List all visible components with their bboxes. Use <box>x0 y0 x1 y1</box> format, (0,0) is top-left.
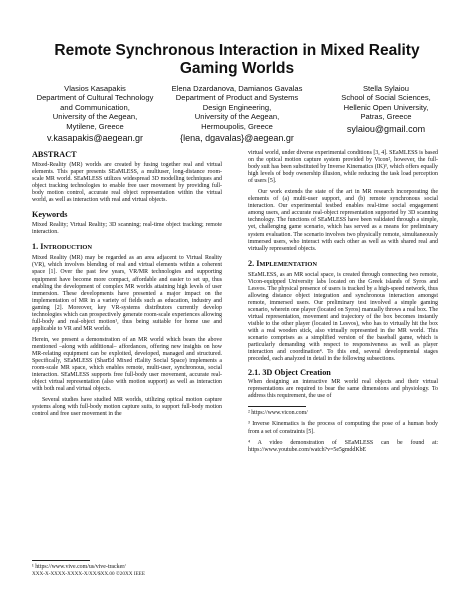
author-block-2 <box>158 84 316 144</box>
author-line: Design Engineering, <box>202 102 272 112</box>
author-line: University of the Aegean, <box>52 112 138 122</box>
body-paragraph: virtual world, under diverse experimental conditions [3, 4]. SEaMLESS is based on the optical motion capture system provided by Vicon², however, the full-body suit has been substituted by Inverse Kinematics (IK)³, which offers equally high levels of body ownership illusion, while reducing the task load perception of users [5]. <box>248 150 438 185</box>
body-paragraph: Our work extends the state of the art in MR research incorporating the elements of (a) multi-user support, and (b) remote synchronous social interaction. Our experimental testbed enables real-time social engagement among users, and accurate real-object representation supported by 3D scanning technology. The functions of SEaMLESS have been validated through a simple, yet, challenging game scenario, which has served as a means for preliminary system evaluation. The scenario involves two physically remote, simultaneously immersed users, who interact with each other as well as with shared real and virtually represented objects. <box>248 189 438 252</box>
author-line: Hermoupolis, Greece <box>201 121 273 131</box>
section-title-rest: NTRODUCTION <box>43 244 93 252</box>
body-paragraph: SEaMLESS, as an MR social space, is created through connecting two remote, Vicon-equipped University labs located on the Greek islands of Syros and Lesvos. The physical presence of users is tracked by a high-speed network, thus allowing distance object integration and synchronous interaction amongst remote, immersed users. Our preliminary test involved a simple gaming scenario, wherein one player (located on Syros) manually throws a real box. The virtual representation, movement and trajectory of the box becomes instantly visible to the other player (located in Lesvos), who has to virtually hit the box with a real wooden stick, also virtually represented in the MR world. This scenario comprises as a simplified version of the baseball game, which is particularly demanding with respect to responsiveness as well as player interaction and coordination⁴. To this end, several developmental stages preceded, each analyzed in detail in the following subsections. <box>248 271 438 363</box>
intro-paragraph-2: Herein, we present a demonstration of an MR world which bears the above mentioned –along with additional– affordances, offering new insights on how MR-relating equipment can be exploited, developed, managed and structured. Specifically, SEaMLESS (SharEd Mixed rEality Social Space) implements a room-scale MR space, which enables remote, multi-user, synchronous, social interaction. SEaMLESS supports free full-body user movement, accurate real-object virtual representation (also with motion support) as well as interaction with both real and virtual objects. <box>32 336 222 393</box>
footnote: ³ Inverse Kinematics is the process of computing the pose of a human body from a set of constraints [5]. <box>248 421 438 435</box>
author-block-1 <box>20 84 170 144</box>
author-email: v.kasapakis@aegean.gr <box>46 133 144 144</box>
section-number: 2. <box>248 258 255 268</box>
footnote: ⁴ A video demonstration of SEaMLESS can be found at: https://www.youtube.com/watch?v=5e5gmddKbE <box>248 439 438 453</box>
author-block-3 <box>316 84 456 135</box>
author-email: {lena, dgavalas}@aegean.gr <box>180 133 294 144</box>
author-line: Vlasios Kasapakis <box>64 84 126 93</box>
author-line: School of Social Sciences, <box>341 93 431 103</box>
subsection-heading: 2.1. 3D Object Creation <box>248 368 331 378</box>
footnote-rule <box>248 406 306 407</box>
paper-title: Remote Synchronous Interaction in Mixed Reality Gaming Worlds <box>54 42 420 77</box>
section-heading-introduction <box>32 242 222 253</box>
intro-paragraph-1: Mixed Reality (MR) may be regarded as an area adjacent to Virtual Reality (VR), which involves blending of real and virtual elements within a coherent space [1]. Over the past few years, VR/MR technologies and supporting equipment have become more compact, affordable and easier to set up, thus enabling the development of complex MR worlds attaining high levels of user immersion. These developments have presented a major impact on the implementation of MR in a variety of fields such as education, industry and gaming [2]. Moreover, key VR-systems distributors currently develop technologies which can prospectively generate room-scale experiences allowing full-body and real-object motion¹, thus being suitable for home use and applicable to VR and MR worlds. <box>32 255 222 332</box>
author-line: Department of Cultural Technology <box>36 93 154 103</box>
author-line: Department of Product and Systems <box>175 93 299 103</box>
section-heading-implementation <box>248 259 438 270</box>
author-line: Stella Sylaiou <box>362 84 409 93</box>
abstract-text: Mixed-Reality (MR) worlds are created by fusing together real and virtual elements. This paper presents SEaMLESS, a multiuser, long-distance room-scale MR world. SEaMLESS utilizes widespread 3D modelling techniques and object tracking technologies to enable free user movement by providing full-body motion control, accurate real object representation within the virtual world, as well as interaction with real and virtual objects. <box>32 162 222 204</box>
author-email: sylaiou@gmail.com <box>346 123 426 134</box>
author-line: Elena Dzardanova, Damianos Gavalas <box>171 84 303 93</box>
copyright-id: XXX-X-XXXX-XXXX-X/XX/$XX.00 ©20XX IEEE <box>32 571 146 577</box>
abstract-heading: ABSTRACT <box>32 150 77 159</box>
right-column <box>248 150 438 454</box>
intro-paragraph-3: Several studies have studied MR worlds, utilizing optical motion capture systems along with full-body motion capture suits, to support full-body motion control and free user movement in the <box>32 397 222 418</box>
keywords-heading: Keywords <box>32 210 68 220</box>
section-title-rest: MPLEMENTATION <box>259 260 318 268</box>
section-title-initial: I <box>256 258 260 268</box>
footnote-block <box>32 554 222 571</box>
author-line: and Communication, <box>60 102 130 112</box>
author-line: Patras, Greece <box>360 112 412 122</box>
section-title-initial: I <box>40 242 44 252</box>
body-paragraph: When designing an interactive MR world real objects and their virtual representations are required to bear the same dimensions and physiology. To address this requirement, the use of <box>248 379 438 400</box>
author-line: Hellenic Open University, <box>343 102 429 112</box>
author-line: Mytilene, Greece <box>66 121 124 131</box>
footnote-rule <box>32 560 90 561</box>
footnote: ² https://www.vicon.com/ <box>248 410 308 417</box>
section-number: 1. <box>32 242 39 252</box>
keywords-text: Mixed Reality; Virtual Reality; 3D scanning; real-time object tracking; remote interaction. <box>32 222 222 236</box>
footnote: ¹ https://www.vive.com/us/vive-tracker/ <box>32 564 126 570</box>
author-line: University of the Aegean, <box>194 112 280 122</box>
left-column <box>32 150 222 570</box>
